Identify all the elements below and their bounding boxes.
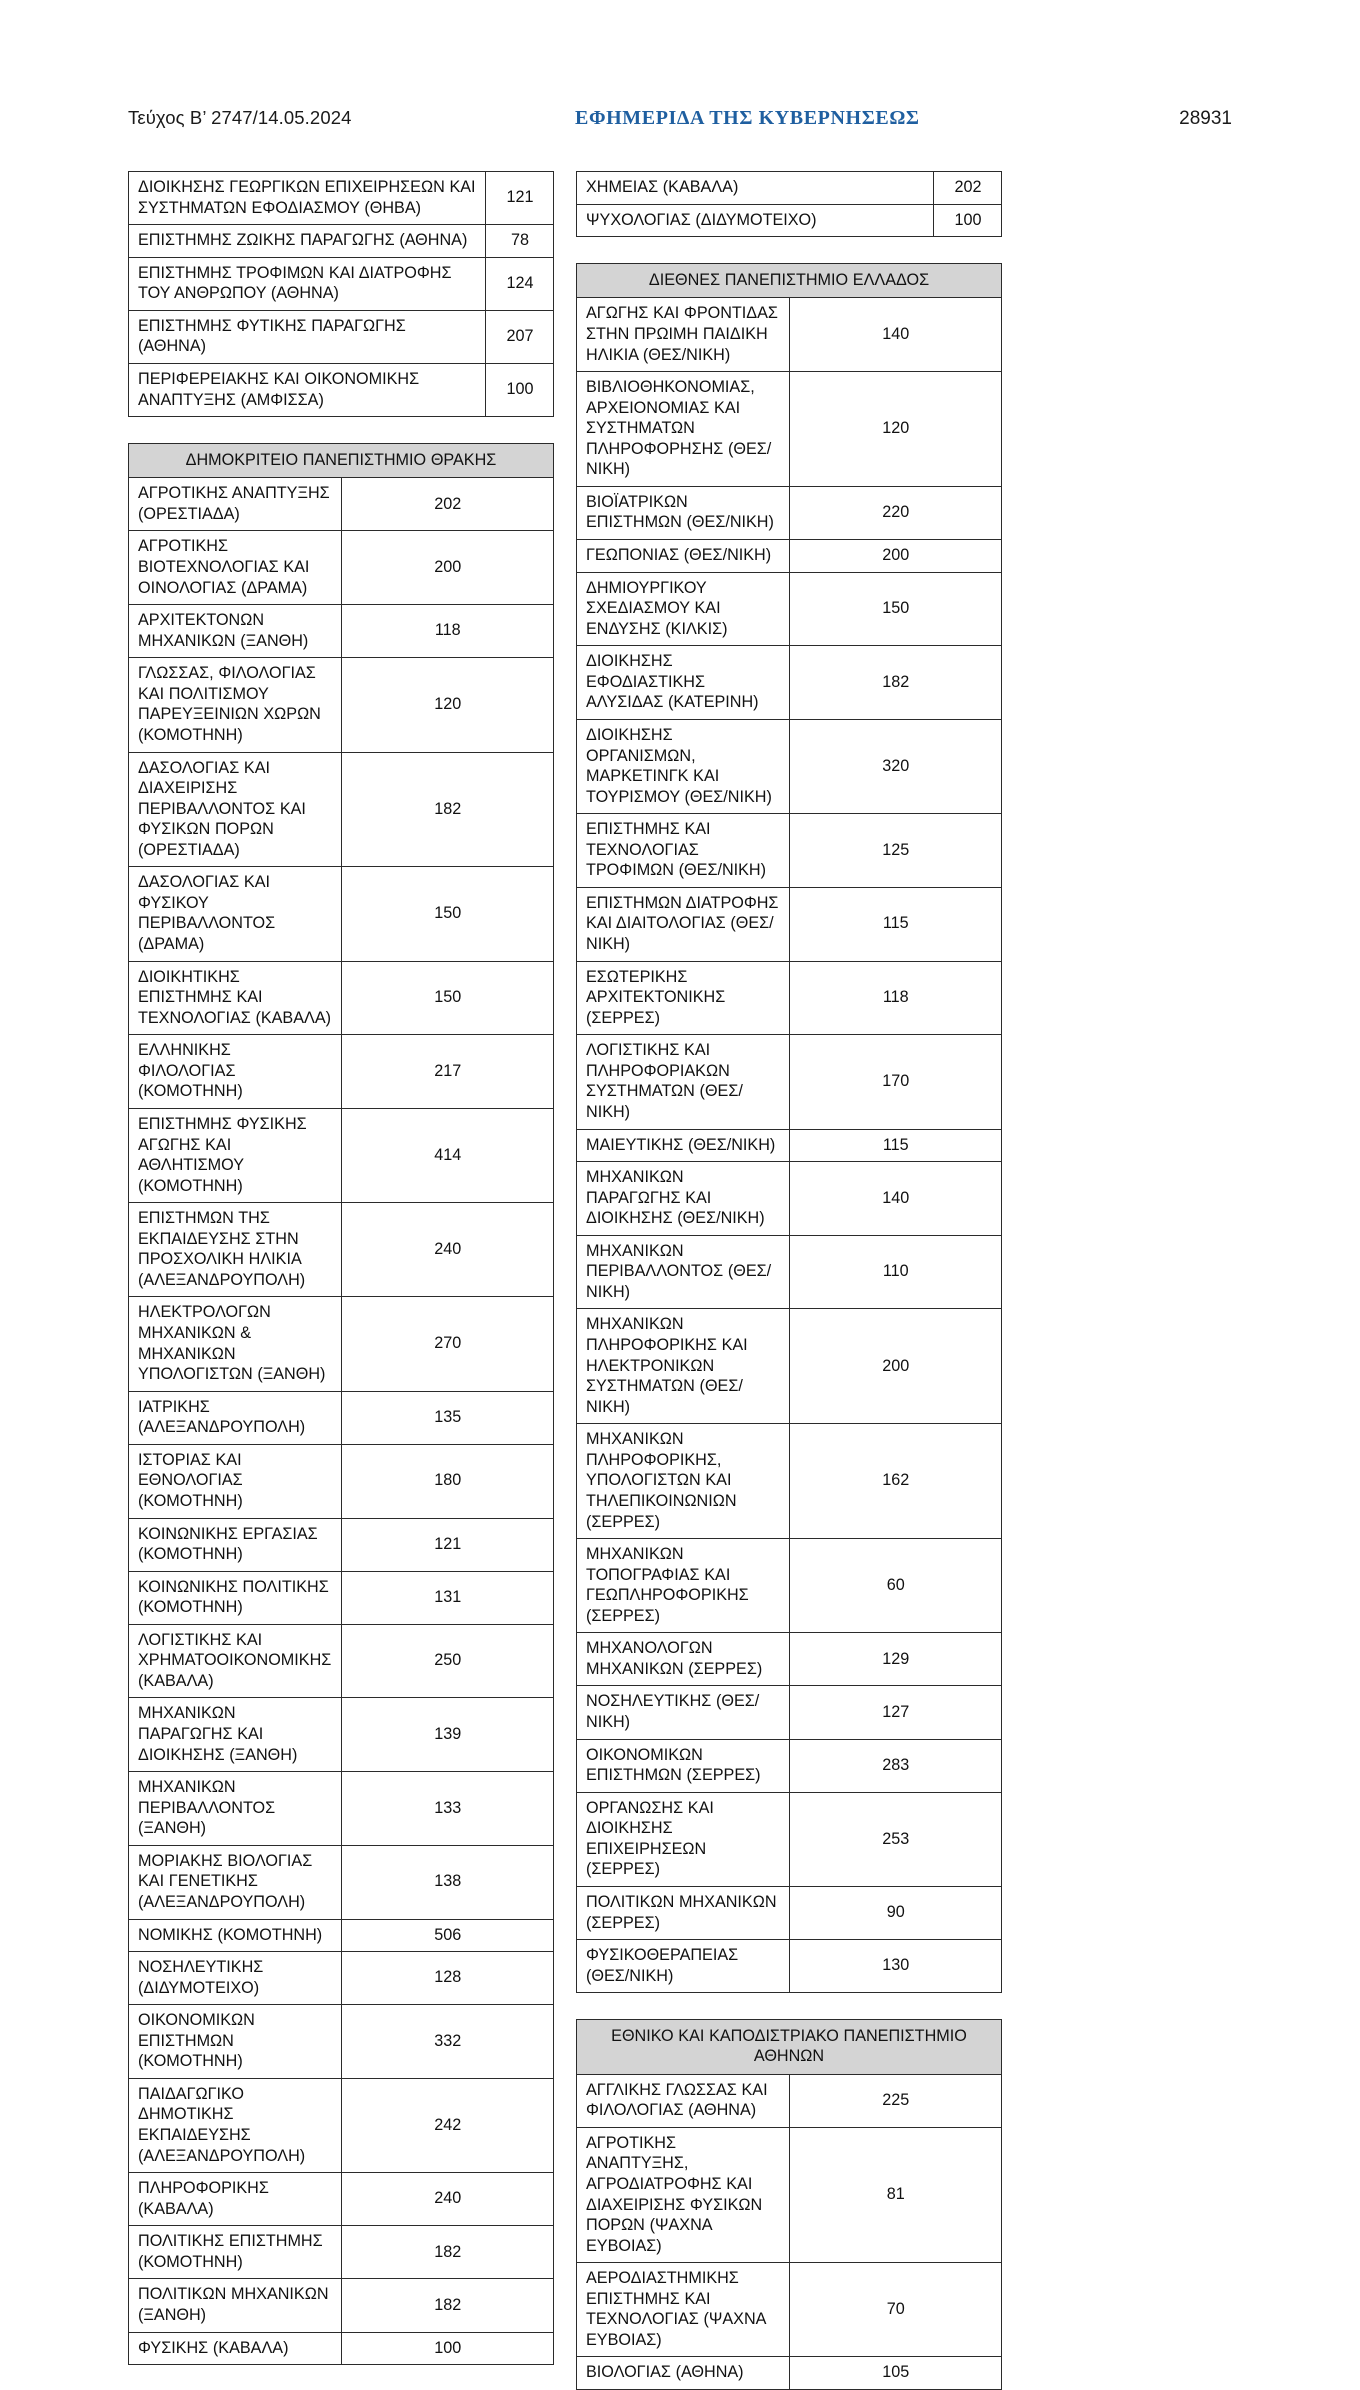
department-positions-cell: 150 <box>341 961 554 1035</box>
table-row <box>577 1886 1002 1939</box>
department-table <box>128 443 554 2365</box>
department-positions-cell: 182 <box>341 752 554 867</box>
department-positions-cell: 90 <box>789 1886 1002 1939</box>
table-row <box>577 298 1002 372</box>
table-row <box>129 1391 554 1444</box>
table-row <box>577 2263 1002 2357</box>
table-row <box>577 2127 1002 2262</box>
table-row <box>129 257 554 310</box>
department-name-cell: ΜΗΧΑΝΙΚΩΝ ΠΑΡΑΓΩΓΗΣ ΚΑΙ ΔΙΟΙΚΗΣΗΣ (ΞΑΝΘΗ) <box>129 1698 342 1772</box>
department-name-cell: ΠΟΛΙΤΙΚΗΣ ΕΠΙΣΤΗΜΗΣ (ΚΟΜΟΤΗΝΗ) <box>129 2226 342 2279</box>
department-name-cell: ΑΓΡΟΤΙΚΗΣ ΒΙΟΤΕΧΝΟΛΟΓΙΑΣ ΚΑΙ ΟΙΝΟΛΟΓΙΑΣ (ΔΡΑΜΑ) <box>129 531 342 605</box>
department-name-cell: ΑΓΡΟΤΙΚΗΣ ΑΝΑΠΤΥΞΗΣ (ΟΡΕΣΤΙΑΔΑ) <box>129 478 342 531</box>
table-row <box>577 1235 1002 1309</box>
department-positions-cell: 250 <box>341 1624 554 1698</box>
department-name-cell: ΠΑΙΔΑΓΩΓΙΚΟ ΔΗΜΟΤΙΚΗΣ ΕΚΠΑΙΔΕΥΣΗΣ (ΑΛΕΞΑΝΔΡΟΥΠΟΛΗ) <box>129 2078 342 2172</box>
department-positions-cell: 130 <box>789 1940 1002 1993</box>
page-number: 28931 <box>1179 108 1232 129</box>
department-positions-cell: 139 <box>341 1698 554 1772</box>
department-name-cell: ΚΟΙΝΩΝΙΚΗΣ ΕΡΓΑΣΙΑΣ (ΚΟΜΟΤΗΝΗ) <box>129 1518 342 1571</box>
table-row <box>577 887 1002 961</box>
table-row <box>577 814 1002 888</box>
department-positions-cell: 115 <box>789 1129 1002 1162</box>
department-name-cell: ΠΛΗΡΟΦΟΡΙΚΗΣ (ΚΑΒΑΛΑ) <box>129 2173 342 2226</box>
department-name-cell: ΒΙΟΪΑΤΡΙΚΩΝ ΕΠΙΣΤΗΜΩΝ (ΘΕΣ/ΝΙΚΗ) <box>577 486 790 539</box>
department-name-cell: ΜΗΧΑΝΙΚΩΝ ΠΛΗΡΟΦΟΡΙΚΗΣ, ΥΠΟΛΟΓΙΣΤΩΝ ΚΑΙ ΤΗΛΕΠΙΚΟΙΝΩΝΙΩΝ (ΣΕΡΡΕΣ) <box>577 1424 790 1539</box>
department-positions-cell: 100 <box>486 363 554 416</box>
department-name-cell: ΧΗΜΕΙΑΣ (ΚΑΒΑΛΑ) <box>577 172 934 205</box>
department-name-cell: ΕΣΩΤΕΡΙΚΗΣ ΑΡΧΙΤΕΚΤΟΝΙΚΗΣ (ΣΕΡΡΕΣ) <box>577 961 790 1035</box>
department-name-cell: ΔΗΜΙΟΥΡΓΙΚΟΥ ΣΧΕΔΙΑΣΜΟΥ ΚΑΙ ΕΝΔΥΣΗΣ (ΚΙΛΚΙΣ) <box>577 572 790 646</box>
department-positions-cell: 129 <box>789 1633 1002 1686</box>
department-name-cell: ΑΕΡΟΔΙΑΣΤΗΜΙΚΗΣ ΕΠΙΣΤΗΜΗΣ ΚΑΙ ΤΕΧΝΟΛΟΓΙΑΣ (ΨΑΧΝΑ ΕΥΒΟΙΑΣ) <box>577 2263 790 2357</box>
table-row <box>577 572 1002 646</box>
department-name-cell: ΔΑΣΟΛΟΓΙΑΣ ΚΑΙ ΔΙΑΧΕΙΡΙΣΗΣ ΠΕΡΙΒΑΛΛΟΝΤΟΣ ΚΑΙ ΦΥΣΙΚΩΝ ΠΟΡΩΝ (ΟΡΕΣΤΙΑΔΑ) <box>129 752 342 867</box>
table-row <box>577 2357 1002 2390</box>
department-positions-cell: 105 <box>789 2357 1002 2390</box>
table-row <box>129 531 554 605</box>
department-name-cell: ΓΛΩΣΣΑΣ, ΦΙΛΟΛΟΓΙΑΣ ΚΑΙ ΠΟΛΙΤΙΣΜΟΥ ΠΑΡΕΥΞΕΙΝΙΩΝ ΧΩΡΩΝ (ΚΟΜΟΤΗΝΗ) <box>129 658 342 752</box>
university-group-header: ΔΙΕΘΝΕΣ ΠΑΝΕΠΙΣΤΗΜΙΟ ΕΛΛΑΔΟΣ <box>577 264 1002 298</box>
department-positions-cell: 240 <box>341 1203 554 1297</box>
department-table <box>576 2019 1002 2390</box>
table-row <box>129 1035 554 1109</box>
department-name-cell: ΑΓΓΛΙΚΗΣ ΓΛΩΣΣΑΣ ΚΑΙ ΦΙΛΟΛΟΓΙΑΣ (ΑΘΗΝΑ) <box>577 2074 790 2127</box>
department-name-cell: ΟΙΚΟΝΟΜΙΚΩΝ ΕΠΙΣΤΗΜΩΝ (ΣΕΡΡΕΣ) <box>577 1739 790 1792</box>
department-name-cell: ΒΙΒΛΙΟΘΗΚΟΝΟΜΙΑΣ, ΑΡΧΕΙΟΝΟΜΙΑΣ ΚΑΙ ΣΥΣΤΗΜΑΤΩΝ ΠΛΗΡΟΦΟΡΗΣΗΣ (ΘΕΣ/ΝΙΚΗ) <box>577 372 790 487</box>
university-group-header: ΕΘΝΙΚΟ ΚΑΙ ΚΑΠΟΔΙΣΤΡΙΑΚΟ ΠΑΝΕΠΙΣΤΗΜΙΟ ΑΘΗΝΩΝ <box>577 2020 1002 2075</box>
department-name-cell: ΙΣΤΟΡΙΑΣ ΚΑΙ ΕΘΝΟΛΟΓΙΑΣ (ΚΟΜΟΤΗΝΗ) <box>129 1444 342 1518</box>
department-positions-cell: 120 <box>789 372 1002 487</box>
department-positions-cell: 128 <box>341 1952 554 2005</box>
department-name-cell: ΑΡΧΙΤΕΚΤΟΝΩΝ ΜΗΧΑΝΙΚΩΝ (ΞΑΝΘΗ) <box>129 605 342 658</box>
department-positions-cell: 207 <box>486 310 554 363</box>
table-row <box>129 2078 554 2172</box>
department-positions-cell: 332 <box>341 2005 554 2079</box>
table-row <box>129 363 554 416</box>
issue-label: Τεύχος Β’ 2747/14.05.2024 <box>128 107 352 128</box>
department-positions-cell: 140 <box>789 1162 1002 1236</box>
department-positions-cell: 162 <box>789 1424 1002 1539</box>
department-name-cell: ΕΠΙΣΤΗΜΗΣ ΦΥΤΙΚΗΣ ΠΑΡΑΓΩΓΗΣ (ΑΘΗΝΑ) <box>129 310 486 363</box>
table-row <box>129 1624 554 1698</box>
table-row <box>129 752 554 867</box>
department-name-cell: ΑΓΩΓΗΣ ΚΑΙ ΦΡΟΝΤΙΔΑΣ ΣΤΗΝ ΠΡΩΙΜΗ ΠΑΙΔΙΚΗ ΗΛΙΚΙΑ (ΘΕΣ/ΝΙΚΗ) <box>577 298 790 372</box>
department-positions-cell: 120 <box>341 658 554 752</box>
department-name-cell: ΠΟΛΙΤΙΚΩΝ ΜΗΧΑΝΙΚΩΝ (ΣΕΡΡΕΣ) <box>577 1886 790 1939</box>
department-positions-cell: 138 <box>341 1845 554 1919</box>
department-name-cell: ΝΟΣΗΛΕΥΤΙΚΗΣ (ΔΙΔΥΜΟΤΕΙΧΟ) <box>129 1952 342 2005</box>
department-table <box>576 263 1002 1993</box>
department-positions-cell: 414 <box>341 1108 554 1202</box>
department-positions-cell: 133 <box>341 1772 554 1846</box>
table-row <box>129 1444 554 1518</box>
department-name-cell: ΜΑΙΕΥΤΙΚΗΣ (ΘΕΣ/ΝΙΚΗ) <box>577 1129 790 1162</box>
department-positions-cell: 131 <box>341 1571 554 1624</box>
department-positions-cell: 200 <box>789 540 1002 573</box>
department-name-cell: ΦΥΣΙΚΗΣ (ΚΑΒΑΛΑ) <box>129 2332 342 2365</box>
two-column-body <box>128 171 1232 2390</box>
department-positions-cell: 242 <box>341 2078 554 2172</box>
table-row <box>577 646 1002 720</box>
department-table <box>576 171 1002 237</box>
department-positions-cell: 240 <box>341 2173 554 2226</box>
table-row <box>577 1424 1002 1539</box>
department-name-cell: ΛΟΓΙΣΤΙΚΗΣ ΚΑΙ ΧΡΗΜΑΤΟΟΙΚΟΝΟΜΙΚΗΣ (ΚΑΒΑΛΑ) <box>129 1624 342 1698</box>
department-positions-cell: 118 <box>341 605 554 658</box>
department-name-cell: ΔΙΟΙΚΗΣΗΣ ΕΦΟΔΙΑΣΤΙΚΗΣ ΑΛΥΣΙΔΑΣ (ΚΑΤΕΡΙΝΗ) <box>577 646 790 720</box>
department-positions-cell: 110 <box>789 1235 1002 1309</box>
table-row <box>577 961 1002 1035</box>
department-positions-cell: 78 <box>486 225 554 258</box>
department-positions-cell: 81 <box>789 2127 1002 2262</box>
table-row <box>577 1686 1002 1739</box>
department-name-cell: ΙΑΤΡΙΚΗΣ (ΑΛΕΞΑΝΔΡΟΥΠΟΛΗ) <box>129 1391 342 1444</box>
right-column <box>576 171 1002 2390</box>
department-positions-cell: 100 <box>341 2332 554 2365</box>
table-row <box>129 658 554 752</box>
department-name-cell: ΟΙΚΟΝΟΜΙΚΩΝ ΕΠΙΣΤΗΜΩΝ (ΚΟΜΟΤΗΝΗ) <box>129 2005 342 2079</box>
department-name-cell: ΔΙΟΙΚΗΤΙΚΗΣ ΕΠΙΣΤΗΜΗΣ ΚΑΙ ΤΕΧΝΟΛΟΓΙΑΣ (ΚΑΒΑΛΑ) <box>129 961 342 1035</box>
department-positions-cell: 253 <box>789 1792 1002 1886</box>
university-group-header: ΔΗΜΟΚΡΙΤΕΙΟ ΠΑΝΕΠΙΣΤΗΜΙΟ ΘΡΑΚΗΣ <box>129 444 554 478</box>
table-row <box>577 172 1002 205</box>
department-name-cell: ΜΗΧΑΝΙΚΩΝ ΠΕΡΙΒΑΛΛΟΝΤΟΣ (ΘΕΣ/ΝΙΚΗ) <box>577 1235 790 1309</box>
department-name-cell: ΜΗΧΑΝΙΚΩΝ ΠΛΗΡΟΦΟΡΙΚΗΣ ΚΑΙ ΗΛΕΚΤΡΟΝΙΚΩΝ ΣΥΣΤΗΜΑΤΩΝ (ΘΕΣ/ΝΙΚΗ) <box>577 1309 790 1424</box>
department-name-cell: ΝΟΣΗΛΕΥΤΙΚΗΣ (ΘΕΣ/ΝΙΚΗ) <box>577 1686 790 1739</box>
department-positions-cell: 506 <box>341 1919 554 1952</box>
department-positions-cell: 121 <box>341 1518 554 1571</box>
department-name-cell: ΕΠΙΣΤΗΜΗΣ ΖΩΙΚΗΣ ΠΑΡΑΓΩΓΗΣ (ΑΘΗΝΑ) <box>129 225 486 258</box>
department-name-cell: ΟΡΓΑΝΩΣΗΣ ΚΑΙ ΔΙΟΙΚΗΣΗΣ ΕΠΙΧΕΙΡΗΣΕΩΝ (ΣΕΡΡΕΣ) <box>577 1792 790 1886</box>
department-name-cell: ΒΙΟΛΟΓΙΑΣ (ΑΘΗΝΑ) <box>577 2357 790 2390</box>
department-name-cell: ΑΓΡΟΤΙΚΗΣ ΑΝΑΠΤΥΞΗΣ, ΑΓΡΟΔΙΑΤΡΟΦΗΣ ΚΑΙ ΔΙΑΧΕΙΡΙΣΗΣ ΦΥΣΙΚΩΝ ΠΟΡΩΝ (ΨΑΧΝΑ ΕΥΒΟΙΑΣ) <box>577 2127 790 2262</box>
department-positions-cell: 182 <box>789 646 1002 720</box>
department-name-cell: ΓΕΩΠΟΝΙΑΣ (ΘΕΣ/ΝΙΚΗ) <box>577 540 790 573</box>
table-row <box>129 172 554 225</box>
department-positions-cell: 60 <box>789 1539 1002 1633</box>
department-positions-cell: 150 <box>789 572 1002 646</box>
table-row <box>129 2226 554 2279</box>
department-positions-cell: 270 <box>341 1297 554 1391</box>
department-table <box>128 171 554 417</box>
department-positions-cell: 182 <box>341 2279 554 2332</box>
university-group-header-row <box>577 2020 1002 2075</box>
department-positions-cell: 283 <box>789 1739 1002 1792</box>
department-name-cell: ΜΗΧΑΝΙΚΩΝ ΠΑΡΑΓΩΓΗΣ ΚΑΙ ΔΙΟΙΚΗΣΗΣ (ΘΕΣ/ΝΙΚΗ) <box>577 1162 790 1236</box>
department-positions-cell: 70 <box>789 2263 1002 2357</box>
university-group-header-row <box>129 444 554 478</box>
department-positions-cell: 320 <box>789 719 1002 813</box>
department-name-cell: ΕΠΙΣΤΗΜΩΝ ΤΗΣ ΕΚΠΑΙΔΕΥΣΗΣ ΣΤΗΝ ΠΡΟΣΧΟΛΙΚΗ ΗΛΙΚΙΑ (ΑΛΕΞΑΝΔΡΟΥΠΟΛΗ) <box>129 1203 342 1297</box>
department-name-cell: ΕΠΙΣΤΗΜΗΣ ΚΑΙ ΤΕΧΝΟΛΟΓΙΑΣ ΤΡΟΦΙΜΩΝ (ΘΕΣ/ΝΙΚΗ) <box>577 814 790 888</box>
gazette-title: ΕΦΗΜΕΡΙΔΑ ΤΗΣ ΚΥΒΕΡΝΗΣΕΩΣ <box>575 107 920 129</box>
department-name-cell: ΠΟΛΙΤΙΚΩΝ ΜΗΧΑΝΙΚΩΝ (ΞΑΝΘΗ) <box>129 2279 342 2332</box>
department-positions-cell: 135 <box>341 1391 554 1444</box>
table-row <box>129 1203 554 1297</box>
table-row <box>129 225 554 258</box>
department-positions-cell: 200 <box>341 531 554 605</box>
department-positions-cell: 225 <box>789 2074 1002 2127</box>
department-name-cell: ΠΕΡΙΦΕΡΕΙΑΚΗΣ ΚΑΙ ΟΙΚΟΝΟΜΙΚΗΣ ΑΝΑΠΤΥΞΗΣ (ΑΜΦΙΣΣΑ) <box>129 363 486 416</box>
table-row <box>129 867 554 961</box>
table-row <box>129 2173 554 2226</box>
department-name-cell: ΦΥΣΙΚΟΘΕΡΑΠΕΙΑΣ (ΘΕΣ/ΝΙΚΗ) <box>577 1940 790 1993</box>
department-name-cell: ΕΠΙΣΤΗΜΗΣ ΦΥΣΙΚΗΣ ΑΓΩΓΗΣ ΚΑΙ ΑΘΛΗΤΙΣΜΟΥ (ΚΟΜΟΤΗΝΗ) <box>129 1108 342 1202</box>
department-positions-cell: 118 <box>789 961 1002 1035</box>
table-row <box>129 1919 554 1952</box>
department-name-cell: ΔΙΟΙΚΗΣΗΣ ΓΕΩΡΓΙΚΩΝ ΕΠΙΧΕΙΡΗΣΕΩΝ ΚΑΙ ΣΥΣΤΗΜΑΤΩΝ ΕΦΟΔΙΑΣΜΟΥ (ΘΗΒΑ) <box>129 172 486 225</box>
page-header <box>128 107 1232 141</box>
table-row <box>577 1162 1002 1236</box>
department-name-cell: ΜΗΧΑΝΟΛΟΓΩΝ ΜΗΧΑΝΙΚΩΝ (ΣΕΡΡΕΣ) <box>577 1633 790 1686</box>
department-positions-cell: 217 <box>341 1035 554 1109</box>
department-positions-cell: 220 <box>789 486 1002 539</box>
table-row <box>129 1952 554 2005</box>
department-positions-cell: 121 <box>486 172 554 225</box>
department-positions-cell: 140 <box>789 298 1002 372</box>
table-row <box>129 1571 554 1624</box>
department-positions-cell: 202 <box>341 478 554 531</box>
table-row <box>129 1845 554 1919</box>
table-row <box>577 540 1002 573</box>
department-name-cell: ΔΙΟΙΚΗΣΗΣ ΟΡΓΑΝΙΣΜΩΝ, ΜΑΡΚΕΤΙΝΓΚ ΚΑΙ ΤΟΥΡΙΣΜΟΥ (ΘΕΣ/ΝΙΚΗ) <box>577 719 790 813</box>
department-name-cell: ΕΠΙΣΤΗΜΩΝ ΔΙΑΤΡΟΦΗΣ ΚΑΙ ΔΙΑΙΤΟΛΟΓΙΑΣ (ΘΕΣ/ΝΙΚΗ) <box>577 887 790 961</box>
department-name-cell: ΚΟΙΝΩΝΙΚΗΣ ΠΟΛΙΤΙΚΗΣ (ΚΟΜΟΤΗΝΗ) <box>129 1571 342 1624</box>
university-group-header-row <box>577 264 1002 298</box>
table-row <box>129 1772 554 1846</box>
table-row <box>129 2005 554 2079</box>
table-row <box>129 961 554 1035</box>
department-name-cell: ΨΥΧΟΛΟΓΙΑΣ (ΔΙΔΥΜΟΤΕΙΧΟ) <box>577 204 934 237</box>
table-row <box>577 1129 1002 1162</box>
table-row <box>577 1633 1002 1686</box>
department-positions-cell: 202 <box>934 172 1002 205</box>
table-row <box>577 372 1002 487</box>
table-row <box>129 1108 554 1202</box>
table-row <box>129 310 554 363</box>
department-name-cell: ΗΛΕΚΤΡΟΛΟΓΩΝ ΜΗΧΑΝΙΚΩΝ & ΜΗΧΑΝΙΚΩΝ ΥΠΟΛΟΓΙΣΤΩΝ (ΞΑΝΘΗ) <box>129 1297 342 1391</box>
department-positions-cell: 100 <box>934 204 1002 237</box>
table-row <box>129 605 554 658</box>
department-name-cell: ΕΛΛΗΝΙΚΗΣ ΦΙΛΟΛΟΓΙΑΣ (ΚΟΜΟΤΗΝΗ) <box>129 1035 342 1109</box>
department-positions-cell: 170 <box>789 1035 1002 1129</box>
table-row <box>577 2074 1002 2127</box>
department-name-cell: ΔΑΣΟΛΟΓΙΑΣ ΚΑΙ ΦΥΣΙΚΟΥ ΠΕΡΙΒΑΛΛΟΝΤΟΣ (ΔΡΑΜΑ) <box>129 867 342 961</box>
department-name-cell: ΛΟΓΙΣΤΙΚΗΣ ΚΑΙ ΠΛΗΡΟΦΟΡΙΑΚΩΝ ΣΥΣΤΗΜΑΤΩΝ (ΘΕΣ/ΝΙΚΗ) <box>577 1035 790 1129</box>
table-row <box>129 1698 554 1772</box>
table-row <box>129 2279 554 2332</box>
table-row <box>577 1940 1002 1993</box>
table-row <box>577 204 1002 237</box>
department-positions-cell: 200 <box>789 1309 1002 1424</box>
department-name-cell: ΝΟΜΙΚΗΣ (ΚΟΜΟΤΗΝΗ) <box>129 1919 342 1952</box>
table-row <box>129 2332 554 2365</box>
department-positions-cell: 182 <box>341 2226 554 2279</box>
department-positions-cell: 125 <box>789 814 1002 888</box>
department-positions-cell: 127 <box>789 1686 1002 1739</box>
department-positions-cell: 124 <box>486 257 554 310</box>
department-positions-cell: 180 <box>341 1444 554 1518</box>
table-row <box>577 1792 1002 1886</box>
table-row <box>577 1309 1002 1424</box>
table-row <box>577 486 1002 539</box>
table-row <box>129 478 554 531</box>
department-name-cell: ΜΗΧΑΝΙΚΩΝ ΤΟΠΟΓΡΑΦΙΑΣ ΚΑΙ ΓΕΩΠΛΗΡΟΦΟΡΙΚΗΣ (ΣΕΡΡΕΣ) <box>577 1539 790 1633</box>
left-column <box>128 171 554 2365</box>
table-row <box>577 719 1002 813</box>
department-positions-cell: 115 <box>789 887 1002 961</box>
department-name-cell: ΕΠΙΣΤΗΜΗΣ ΤΡΟΦΙΜΩΝ ΚΑΙ ΔΙΑΤΡΟΦΗΣ ΤΟΥ ΑΝΘΡΩΠΟΥ (ΑΘΗΝΑ) <box>129 257 486 310</box>
table-row <box>129 1518 554 1571</box>
table-row <box>577 1035 1002 1129</box>
table-row <box>129 1297 554 1391</box>
table-row <box>577 1539 1002 1633</box>
department-name-cell: ΜΗΧΑΝΙΚΩΝ ΠΕΡΙΒΑΛΛΟΝΤΟΣ (ΞΑΝΘΗ) <box>129 1772 342 1846</box>
department-name-cell: ΜΟΡΙΑΚΗΣ ΒΙΟΛΟΓΙΑΣ ΚΑΙ ΓΕΝΕΤΙΚΗΣ (ΑΛΕΞΑΝΔΡΟΥΠΟΛΗ) <box>129 1845 342 1919</box>
department-positions-cell: 150 <box>341 867 554 961</box>
table-row <box>577 1739 1002 1792</box>
